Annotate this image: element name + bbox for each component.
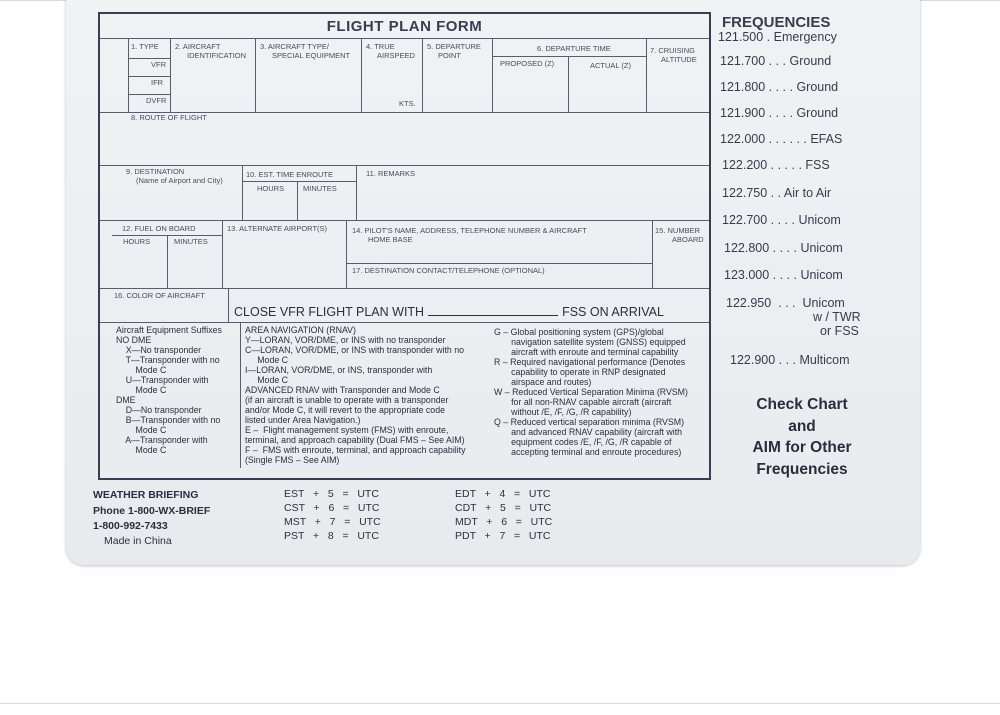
freq-item-sub: or FSS [820, 324, 859, 338]
type-line [128, 76, 170, 77]
check-chart-note [736, 394, 868, 480]
suffix-line: DME [116, 395, 136, 405]
destination-label-2: (Name of Airport and City) [136, 176, 223, 185]
contact-label: 17. DESTINATION CONTACT/TELEPHONE (OPTIONAL) [352, 266, 545, 275]
actual-label: ACTUAL (Z) [590, 61, 631, 70]
ete-hours: HOURS [257, 184, 285, 193]
aircraft-type-label: 3. AIRCRAFT TYPE/ [260, 42, 329, 51]
aboard-label-2: ABOARD [672, 235, 704, 244]
suffix-line: B—Transponder with no [116, 415, 221, 425]
phone-1: Phone 1-800-WX-BRIEF [93, 505, 211, 517]
suffix-line: (Single FMS – See AIM) [245, 455, 340, 465]
phone-2: 1-800-992-7433 [93, 520, 168, 532]
contact-line [346, 263, 652, 264]
made-in-china: Made in China [104, 535, 172, 547]
suffix-line: Mode C [245, 355, 289, 365]
title-divider [100, 38, 709, 39]
airspeed-label-2: AIRSPEED [377, 51, 415, 60]
frequencies-title: FREQUENCIES [722, 14, 831, 31]
suffix-line: and advanced RNAV capability (aircraft with [494, 427, 683, 437]
check-line: Frequencies [756, 460, 848, 478]
freq-item: 122.700 . . . . Unicom [722, 213, 841, 227]
departure-time-label: 6. DEPARTURE TIME [537, 44, 611, 53]
departure-point-label: 5. DEPARTURE [427, 42, 481, 51]
col-line [242, 165, 243, 220]
freq-item: 123.000 . . . . Unicom [724, 268, 843, 282]
row-line [100, 322, 709, 323]
bottom-frame-line [0, 703, 1000, 704]
freq-item: 121.700 . . . Ground [720, 54, 832, 68]
tz-standard: CST + 6 = UTC [284, 502, 380, 514]
freq-item: 121.500 . Emergency [718, 30, 837, 44]
suffix-line: Mode C [116, 425, 167, 435]
freq-item: 121.800 . . . . Ground [720, 80, 839, 94]
suffix-line: capability to operate in RNP designated [494, 367, 666, 377]
tz-daylight: PDT + 7 = UTC [455, 530, 551, 542]
suffix-line: Aircraft Equipment Suffixes [116, 325, 222, 335]
proposed-label: PROPOSED (Z) [500, 59, 555, 68]
type-label: 1. TYPE [131, 42, 159, 51]
suffix-line: C—LORAN, VOR/DME, or INS with transponder with no [245, 345, 465, 355]
col-line [128, 38, 129, 112]
freq-item-sub: w / TWR [813, 310, 861, 324]
suffix-line: Mode C [116, 365, 167, 375]
freq-item: 122.900 . . . Multicom [730, 353, 850, 367]
tz-daylight: MDT + 6 = UTC [455, 516, 553, 528]
suffix-line: F – FMS with enroute, terminal, and approach capability [245, 445, 466, 455]
suffix-line: Mode C [116, 445, 167, 455]
suffix-line: and/or Mode C, it will revert to the appropriate code [245, 405, 445, 415]
suffix-column-2 [245, 325, 466, 465]
suffix-line: Mode C [245, 375, 289, 385]
aircraft-type-label-2: SPECIAL EQUIPMENT [272, 51, 351, 60]
col-line [255, 38, 256, 112]
col-line [568, 56, 569, 112]
freq-item: 121.900 . . . . Ground [720, 106, 839, 120]
suffix-column-3 [494, 327, 688, 457]
type-ifr: IFR [151, 78, 164, 87]
col-line [346, 220, 347, 288]
freq-item: 122.800 . . . . Unicom [724, 241, 843, 255]
weather-briefing: WEATHER BRIEFING [93, 489, 199, 501]
suffix-line: I—LORAN, VOR/DME, or INS, transponder with [245, 365, 433, 375]
check-line: and [788, 417, 816, 435]
aircraft-id-label: 2. AIRCRAFT [175, 42, 221, 51]
check-line: Check Chart [756, 396, 848, 413]
fss-blank-line [428, 315, 558, 316]
col-line [222, 220, 223, 288]
suffix-line: for all non-RNAV capable aircraft (aircraft [494, 397, 672, 407]
type-vfr: VFR [151, 60, 166, 69]
suffix-line: airspace and routes) [494, 377, 592, 387]
row-line [100, 220, 709, 221]
ete-label: 10. EST. TIME ENROUTE [246, 170, 333, 179]
freq-item: 122.200 . . . . . FSS [722, 158, 830, 172]
tz-standard: MST + 7 = UTC [284, 516, 381, 528]
col-line [361, 38, 362, 112]
col-line [297, 181, 298, 220]
suffix-line: terminal, and approach capability (Dual FMS – See AIM) [245, 435, 465, 445]
fuel-hours: HOURS [123, 237, 151, 246]
suffix-line: A—Transponder with [116, 435, 208, 445]
col-line [167, 235, 168, 288]
cruising-label-2: ALTITUDE [661, 55, 697, 64]
airspeed-unit: KTS. [399, 99, 416, 108]
close-flight-plan-line [234, 305, 664, 319]
suffix-line: R – Required navigational performance (Denotes [494, 357, 686, 367]
aircraft-id-label-2: IDENTIFICATION [187, 51, 247, 60]
pilot-label: 14. PILOT'S NAME, ADDRESS, TELEPHONE NUMBER & AIRCRAFT [352, 226, 587, 235]
row-line [100, 165, 709, 166]
freq-item: 122.000 . . . . . . EFAS [720, 132, 843, 146]
suffix-line: D—No transponder [116, 405, 202, 415]
col-line [240, 322, 241, 468]
alternate-label: 13. ALTERNATE AIRPORT(S) [227, 224, 328, 233]
cruising-label: 7. CRUISING [650, 46, 696, 55]
suffix-line: without /E, /F, /G, /R capability) [494, 407, 632, 417]
color-label: 16. COLOR OF AIRCRAFT [114, 291, 205, 300]
tz-standard: EST + 5 = UTC [284, 488, 379, 500]
destination-label: 9. DESTINATION [126, 167, 185, 176]
freq-item: 122.950 . . . Unicom [726, 296, 845, 310]
fuel-label: 12. FUEL ON BOARD [122, 224, 196, 233]
form-title: FLIGHT PLAN FORM [326, 18, 483, 35]
aboard-label: 15. NUMBER [655, 226, 701, 235]
check-line: AIM for Other [752, 439, 852, 456]
fuel-minutes: MINUTES [174, 237, 208, 246]
tz-standard: PST + 8 = UTC [284, 530, 379, 542]
route-label: 8. ROUTE OF FLIGHT [131, 113, 207, 122]
ete-minutes: MINUTES [303, 184, 337, 193]
col-line [492, 38, 493, 112]
col-line [646, 38, 647, 112]
type-line [128, 58, 170, 59]
suffix-line: navigation satellite system (GNSS) equipped [494, 337, 686, 347]
suffix-line: E – Flight management system (FMS) with enroute, [245, 425, 449, 435]
suffix-line: W – Reduced Vertical Separation Minima (RVSM) [494, 387, 688, 397]
suffix-column-1 [116, 325, 222, 455]
suffix-line: Q – Reduced vertical separation minima (RVSM) [494, 417, 685, 427]
suffix-line: T—Transponder with no [116, 355, 220, 365]
suffix-line: ADVANCED RNAV with Transponder and Mode C [245, 385, 440, 395]
freq-item: 122.750 . . Air to Air [722, 186, 832, 200]
col-line [356, 165, 357, 220]
suffix-line: X—No transponder [116, 345, 202, 355]
departure-time-line [492, 56, 646, 57]
suffix-line: U—Transponder with [116, 375, 209, 385]
tz-daylight: CDT + 5 = UTC [455, 502, 552, 514]
tz-daylight: EDT + 4 = UTC [455, 488, 551, 500]
col-line [170, 38, 171, 112]
suffix-line: listed under Area Navigation.) [245, 415, 361, 425]
close-left-text: CLOSE VFR FLIGHT PLAN WITH [234, 305, 425, 319]
row-line [100, 288, 709, 289]
suffix-line: equipment codes /E, /F, /G, /R capable of [494, 437, 672, 447]
suffix-line: NO DME [116, 335, 152, 345]
col-line [422, 38, 423, 112]
ete-line [242, 181, 356, 182]
suffix-line: AREA NAVIGATION (RNAV) [245, 325, 356, 335]
suffix-line: G – Global positioning system (GPS)/global [494, 327, 664, 337]
type-line [128, 94, 170, 95]
suffix-line: accepting terminal and enroute procedures) [494, 447, 682, 457]
type-dvfr: DVFR [146, 96, 167, 105]
suffix-line: Y—LORAN, VOR/DME, or INS with no transponder [245, 335, 446, 345]
col-line [228, 288, 229, 322]
close-right-text: FSS ON ARRIVAL [562, 305, 664, 319]
airspeed-label: 4. TRUE [366, 42, 395, 51]
suffix-line: aircraft with enroute and terminal capability [494, 347, 679, 357]
suffix-line: Mode C [116, 385, 167, 395]
pilot-label-2: HOME BASE [368, 235, 413, 244]
departure-point-label-2: POINT [438, 51, 461, 60]
suffix-line: (if an aircraft is unable to operate with a transponder [245, 395, 449, 405]
remarks-label: 11. REMARKS [366, 169, 416, 178]
col-line [652, 220, 653, 288]
